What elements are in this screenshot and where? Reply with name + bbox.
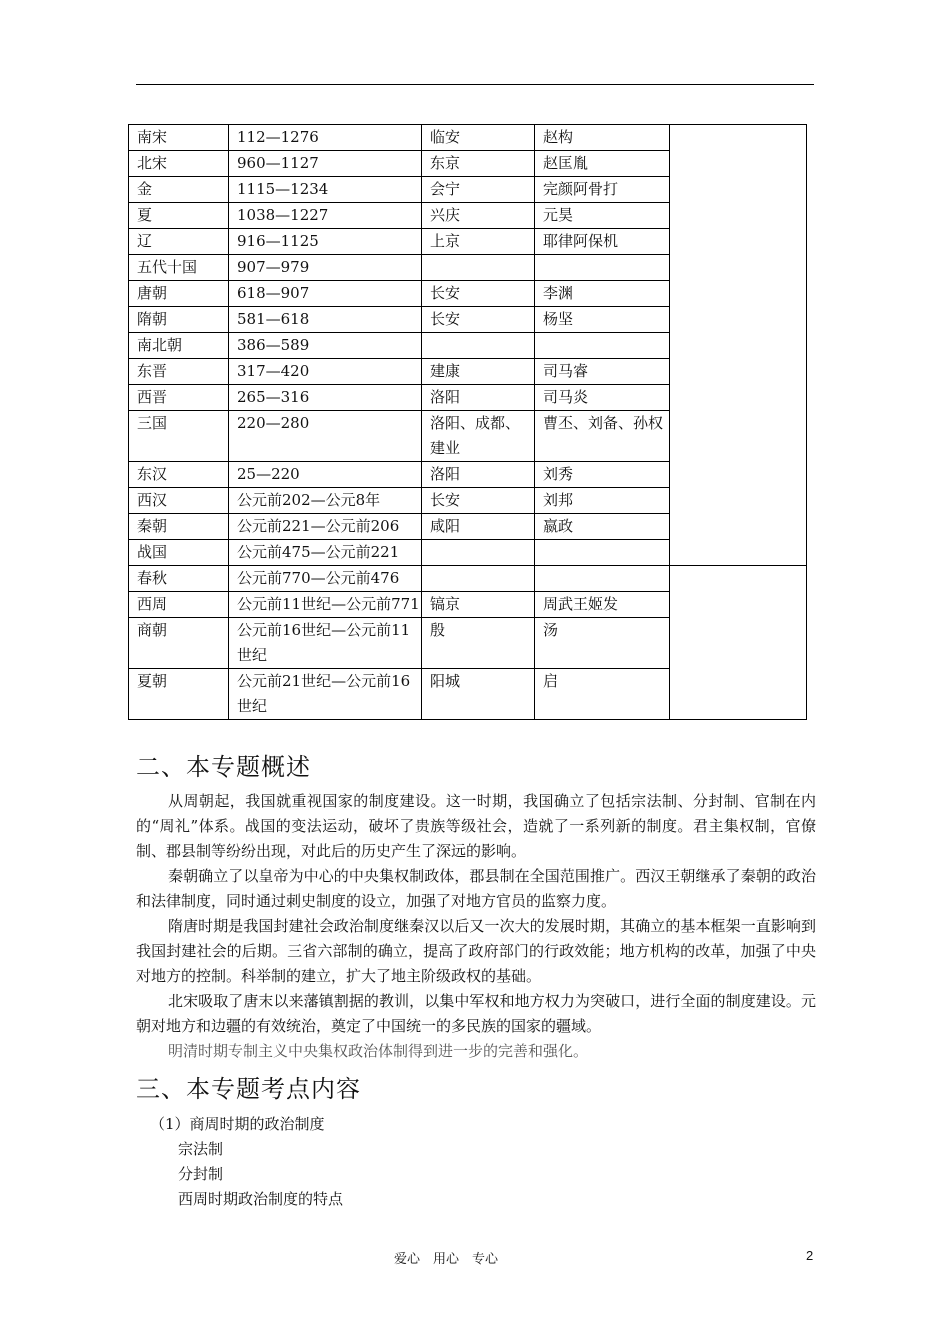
dynasty-period-cell: 1115—1234: [229, 177, 422, 203]
dynasty-founder-cell: 司马炎: [535, 385, 670, 411]
dynasty-period-cell: 1038—1227: [229, 203, 422, 229]
dynasty-capital-cell: [422, 333, 535, 359]
dynasty-name-cell: 唐朝: [129, 281, 229, 307]
dynasty-name-cell: 夏: [129, 203, 229, 229]
overview-text: [136, 789, 816, 1064]
dynasty-period-cell: 907—979: [229, 255, 422, 281]
table-row: [129, 566, 807, 592]
header-rule: [136, 84, 814, 85]
dynasty-capital-cell: 会宁: [422, 177, 535, 203]
dynasty-period-cell: 916—1125: [229, 229, 422, 255]
table-row: [129, 125, 807, 151]
dynasty-period-cell: 公元前770—公元前476: [229, 566, 422, 592]
dynasty-table: [128, 124, 807, 720]
dynasty-capital-cell: 东京: [422, 151, 535, 177]
dynasty-name-cell: 隋朝: [129, 307, 229, 333]
dynasty-capital-cell: 建康: [422, 359, 535, 385]
exam-point-subitem: 西周时期政治制度的特点: [178, 1190, 344, 1208]
dynasty-founder-cell: 司马睿: [535, 359, 670, 385]
dynasty-name-cell: 西周: [129, 592, 229, 618]
dynasty-founder-cell: 李渊: [535, 281, 670, 307]
dynasty-capital-cell: [422, 540, 535, 566]
dynasty-name-cell: 东晋: [129, 359, 229, 385]
dynasty-name-cell: 春秋: [129, 566, 229, 592]
dynasty-founder-cell: 赵构: [535, 125, 670, 151]
dynasty-founder-cell: [535, 255, 670, 281]
exam-point-subitem: 宗法制: [178, 1140, 224, 1158]
dynasty-founder-cell: 杨坚: [535, 307, 670, 333]
footer-motto: 爱心 用心 专心: [394, 1252, 499, 1267]
dynasty-period-cell: 317—420: [229, 359, 422, 385]
dynasty-capital-cell: [422, 255, 535, 281]
section2-title: 二、本专题概述: [136, 753, 311, 781]
dynasty-name-cell: 北宋: [129, 151, 229, 177]
dynasty-founder-cell: [535, 333, 670, 359]
dynasty-capital-cell: 长安: [422, 281, 535, 307]
exam-point-heading: （1）商周时期的政治制度: [150, 1115, 325, 1133]
dynasty-capital-cell: 临安: [422, 125, 535, 151]
dynasty-name-cell: 南北朝: [129, 333, 229, 359]
dynasty-founder-cell: 完颜阿骨打: [535, 177, 670, 203]
dynasty-period-cell: 618—907: [229, 281, 422, 307]
dynasty-founder-cell: 刘秀: [535, 462, 670, 488]
dynasty-period-cell: 公元前221—公元前206: [229, 514, 422, 540]
dynasty-name-cell: 东汉: [129, 462, 229, 488]
overview-paragraph: 隋唐时期是我国封建社会政治制度继秦汉以后又一次大的发展时期，其确立的基本框架一直影响到我国封建社会的后期。三省六部制的确立，提高了政府部门的行政效能；地方机构的改革，加强了中央对地方的控制。科举制的建立，扩大了地主阶级政权的基础。: [136, 917, 816, 985]
dynasty-capital-cell: 长安: [422, 307, 535, 333]
dynasty-period-cell: 公元前21世纪—公元前16世纪: [229, 669, 422, 720]
dynasty-name-cell: 三国: [129, 411, 229, 462]
empty-merged-cell: [670, 566, 807, 720]
dynasty-capital-cell: 洛阳: [422, 462, 535, 488]
overview-paragraph: 明清时期专制主义中央集权政治体制得到进一步的完善和强化。: [168, 1042, 589, 1060]
dynasty-capital-cell: 长安: [422, 488, 535, 514]
overview-paragraph: 从周朝起，我国就重视国家的制度建设。这一时期，我国确立了包括宗法制、分封制、官制在内的“周礼”体系。战国的变法运动，破坏了贵族等级社会，造就了一系列新的制度。君主集权制，官僚制、郡县制等纷纷出现，对此后的历史产生了深远的影响。: [136, 792, 816, 860]
dynasty-period-cell: 386—589: [229, 333, 422, 359]
dynasty-founder-cell: 赵匡胤: [535, 151, 670, 177]
dynasty-period-cell: 25—220: [229, 462, 422, 488]
dynasty-founder-cell: 刘邦: [535, 488, 670, 514]
dynasty-period-cell: 公元前16世纪—公元前11世纪: [229, 618, 422, 669]
dynasty-founder-cell: 耶律阿保机: [535, 229, 670, 255]
dynasty-capital-cell: [422, 566, 535, 592]
empty-merged-cell: [670, 125, 807, 566]
dynasty-name-cell: 西汉: [129, 488, 229, 514]
dynasty-name-cell: 金: [129, 177, 229, 203]
dynasty-name-cell: 战国: [129, 540, 229, 566]
dynasty-capital-cell: 镐京: [422, 592, 535, 618]
dynasty-name-cell: 秦朝: [129, 514, 229, 540]
dynasty-founder-cell: 嬴政: [535, 514, 670, 540]
section3-title: 三、本专题考点内容: [136, 1075, 361, 1103]
page-number: 2: [806, 1248, 814, 1263]
dynasty-capital-cell: 兴庆: [422, 203, 535, 229]
dynasty-period-cell: 112—1276: [229, 125, 422, 151]
dynasty-founder-cell: [535, 566, 670, 592]
dynasty-name-cell: 辽: [129, 229, 229, 255]
dynasty-capital-cell: 咸阳: [422, 514, 535, 540]
dynasty-founder-cell: 启: [535, 669, 670, 720]
dynasty-period-cell: 公元前475—公元前221: [229, 540, 422, 566]
overview-paragraph: 北宋吸取了唐末以来藩镇割据的教训，以集中军权和地方权力为突破口，进行全面的制度建设。元朝对地方和边疆的有效统治，奠定了中国统一的多民族的国家的疆域。: [136, 992, 816, 1035]
dynasty-name-cell: 夏朝: [129, 669, 229, 720]
overview-paragraph: 秦朝确立了以皇帝为中心的中央集权制政体，郡县制在全国范围推广。西汉王朝继承了秦朝的政治和法律制度，同时通过刺史制度的设立，加强了对地方官员的监察力度。: [136, 867, 816, 910]
dynasty-period-cell: 公元前11世纪—公元前771: [229, 592, 422, 618]
dynasty-name-cell: 西晋: [129, 385, 229, 411]
dynasty-capital-cell: 洛阳: [422, 385, 535, 411]
dynasty-name-cell: 五代十国: [129, 255, 229, 281]
dynasty-period-cell: 220—280: [229, 411, 422, 462]
dynasty-capital-cell: 阳城: [422, 669, 535, 720]
dynasty-capital-cell: 殷: [422, 618, 535, 669]
dynasty-founder-cell: 曹丕、刘备、孙权: [535, 411, 670, 462]
dynasty-table-body: [129, 125, 807, 720]
dynasty-founder-cell: 元昊: [535, 203, 670, 229]
dynasty-period-cell: 公元前202—公元8年: [229, 488, 422, 514]
dynasty-founder-cell: 汤: [535, 618, 670, 669]
dynasty-name-cell: 南宋: [129, 125, 229, 151]
dynasty-period-cell: 265—316: [229, 385, 422, 411]
dynasty-capital-cell: 洛阳、成都、建业: [422, 411, 535, 462]
dynasty-name-cell: 商朝: [129, 618, 229, 669]
dynasty-capital-cell: 上京: [422, 229, 535, 255]
dynasty-founder-cell: 周武王姬发: [535, 592, 670, 618]
exam-point-subitem: 分封制: [178, 1165, 224, 1183]
dynasty-founder-cell: [535, 540, 670, 566]
dynasty-period-cell: 581—618: [229, 307, 422, 333]
exam-points: [150, 1112, 343, 1212]
dynasty-period-cell: 960—1127: [229, 151, 422, 177]
